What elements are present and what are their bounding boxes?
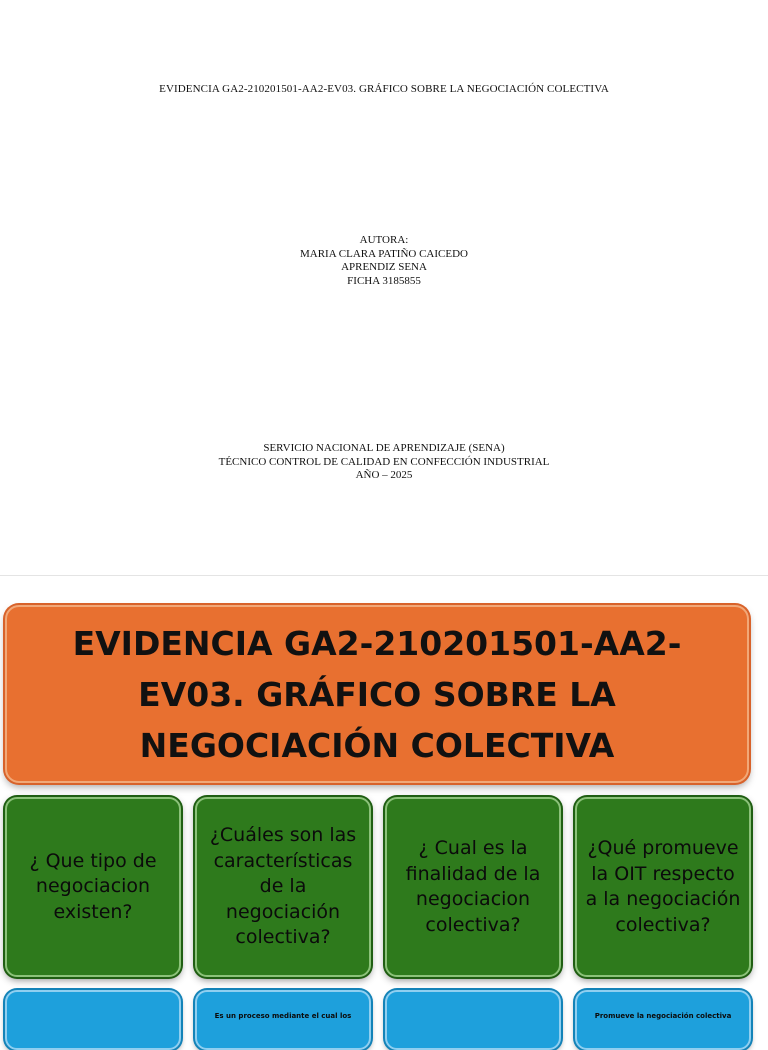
program-name: TÉCNICO CONTROL DE CALIDAD EN CONFECCIÓN INDUSTRIAL [218, 455, 550, 468]
question-card-types [5, 797, 181, 977]
author-block [0, 234, 768, 288]
cover-title: EVIDENCIA GA2-210201501-AA2-EV03. GRÁFICO SOBRE LA NEGOCIACIÓN COLECTIVA [159, 83, 609, 95]
institution-block [0, 442, 768, 483]
author-ficha: FICHA 3185855 [347, 274, 421, 287]
author-role: APRENDIZ SENA [341, 261, 427, 273]
question-card-characteristics [195, 797, 371, 977]
institution-name: SERVICIO NACIONAL DE APRENDIZAJE (SENA) [263, 442, 505, 454]
answer-card-oit [575, 990, 751, 1050]
author-label: AUTORA: [359, 234, 409, 246]
answer-text: Promueve la negociación colectiva [594, 1012, 732, 1020]
question-text: ¿Qué promueve la OIT respecto a la negociación colectiva? [585, 837, 741, 936]
answer-card-purpose [385, 990, 561, 1050]
answer-card-types [5, 990, 181, 1050]
question-text: ¿Cuáles son las características de la negociación colectiva? [209, 824, 357, 949]
question-text: ¿ Cual es la finalidad de la negociacion colectiva? [405, 837, 541, 936]
graphic-title: EVIDENCIA GA2-210201501-AA2-EV03. GRÁFICO SOBRE LA NEGOCIACIÓN COLECTIVA [72, 623, 682, 765]
graphic-title-box [5, 605, 749, 783]
question-text: ¿ Que tipo de negociacion existen? [29, 849, 157, 923]
question-card-purpose [385, 797, 561, 977]
question-card-oit [575, 797, 751, 977]
answer-card-characteristics [195, 990, 371, 1050]
year: AÑO – 2025 [355, 469, 413, 481]
author-name: MARIA CLARA PATIÑO CAICEDO [300, 247, 468, 260]
answer-text: Es un proceso mediante el cual los [214, 1012, 352, 1020]
